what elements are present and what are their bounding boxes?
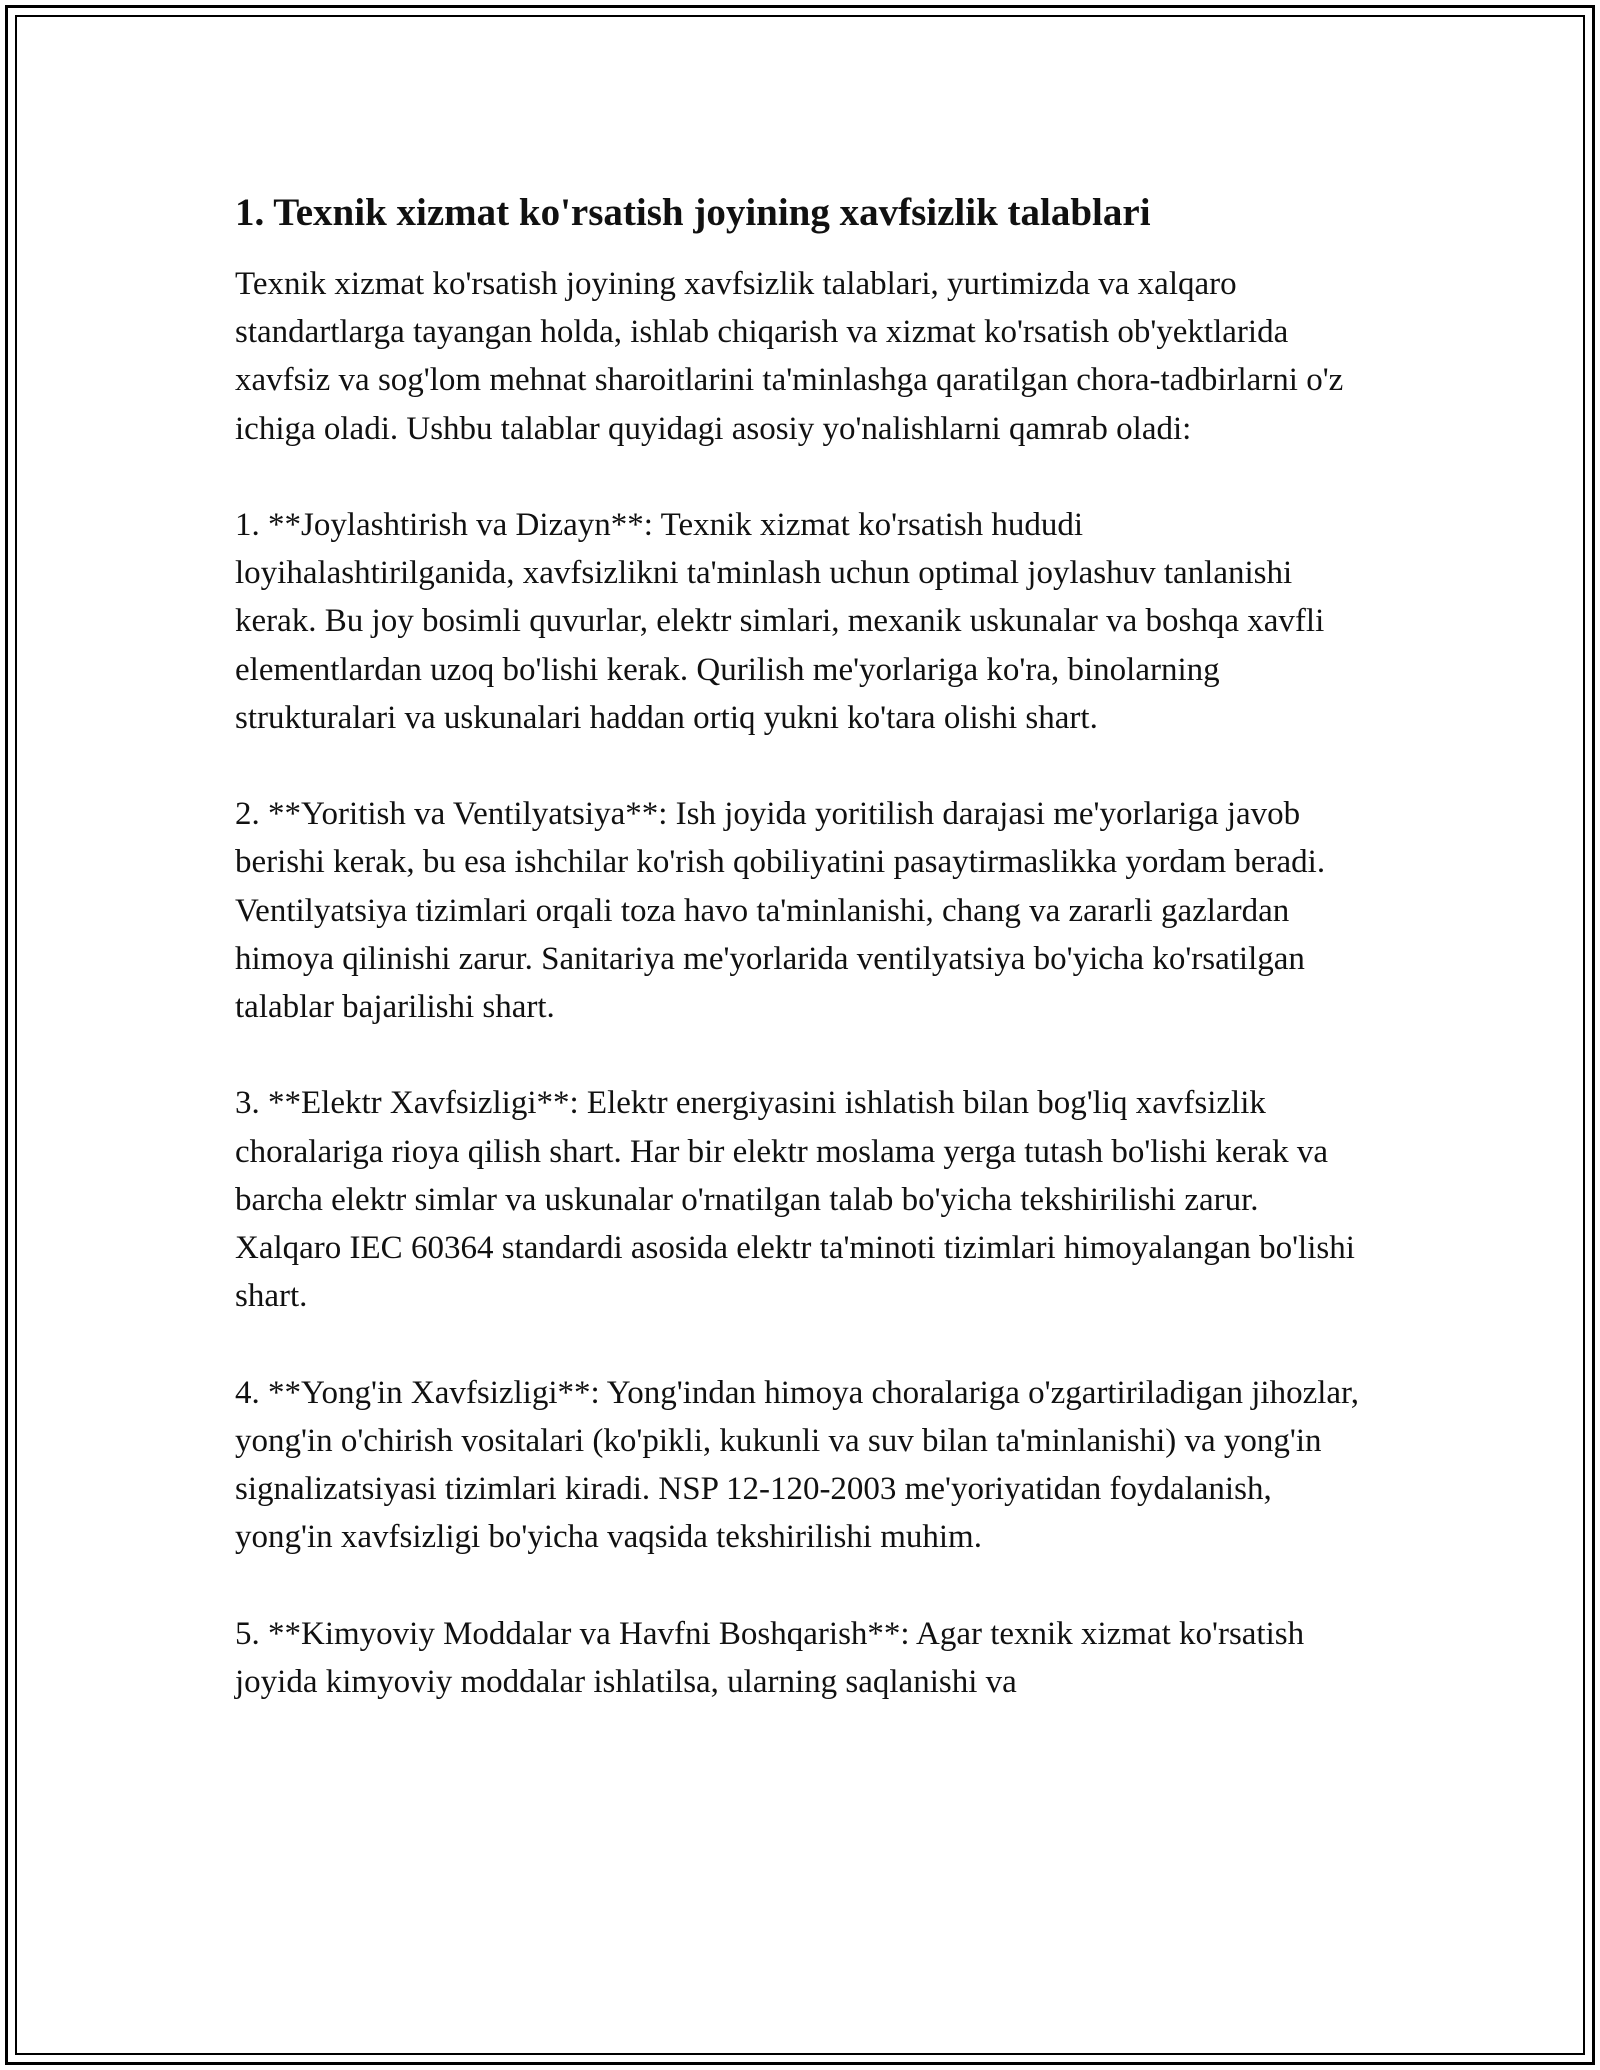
section-3-paragraph: 3. **Elektr Xavfsizligi**: Elektr energiyasini ishlatish bilan bog'liq xavfsizlik choralariga rioya qilish shart. Har bir elektr moslama yerga tutash bo'lishi kerak va barcha elektr simlar va uskunalar o'rnatilgan talab bo'yicha tekshirilishi zarur. Xalqaro IEC 60364 standardi asosida elektr ta'minoti tizimlari himoyalangan bo'lishi shart. — [235, 1085, 1355, 1315]
document-title: 1. Texnik xizmat ko'rsatish joyining xavfsizlik talablari — [235, 191, 1151, 234]
section-2-paragraph: 2. **Yoritish va Ventilyatsiya**: Ish joyida yoritilish darajasi me'yorlariga javob berishi kerak, bu esa ishchilar ko'rish qobiliyatini pasaytirmaslikka yordam beradi. Ventilyatsiya tizimlari orqali toza havo ta'minlanishi, chang va zararli gazlardan himoya qilinishi zarur. Sanitariya me'yorlarida ventilyatsiya bo'yicha ko'rsatilgan talablar bajarilishi shart. — [235, 796, 1326, 1026]
section-1-paragraph: 1. **Joylashtirish va Dizayn**: Texnik xizmat ko'rsatish hududi loyihalashtirilganida, xavfsizlikni ta'minlash uchun optimal joylashuv tanlanishi kerak. Bu joy bosimli quvurlar, elektr simlari, mexanik uskunalar va boshqa xavfli elementlardan uzoq bo'lishi kerak. Qurilish me'yorlariga ko'ra, binolarning strukturalari va uskunalari haddan ortiq yukni ko'tara olishi shart. — [235, 507, 1325, 736]
section-4-paragraph: 4. **Yong'in Xavfsizligi**: Yong'indan himoya choralariga o'zgartiriladigan jihozlar, yong'in o'chirish vositalari (ko'pikli, kukunli va suv bilan ta'minlanishi) va yong'in signalizatsiyasi tizimlari kiradi. NSP 12-120-2003 me'yoriyatidan foydalanish, yong'in xavfsizligi bo'yicha vaqsida tekshirilishi muhim. — [235, 1374, 1359, 1556]
section-5-paragraph: 5. **Kimyoviy Moddalar va Havfni Boshqarish**: Agar texnik xizmat ko'rsatish joyida kimyoviy moddalar ishlatilsa, ularning saqlanishi va — [235, 1615, 1305, 1700]
document-body — [235, 186, 1370, 1754]
intro-paragraph: Texnik xizmat ko'rsatish joyining xavfsizlik talablari, yurtimizda va xalqaro standartlarga tayangan holda, ishlab chiqarish va xizmat ko'rsatish ob'yektlarida xavfsiz va sog'lom mehnat sharoitlarini ta'minlashga qaratilgan chora-tadbirlarni o'z ichiga oladi. Ushbu talablar quyidagi asosiy yo'nalishlarni qamrab oladi: — [235, 266, 1344, 447]
